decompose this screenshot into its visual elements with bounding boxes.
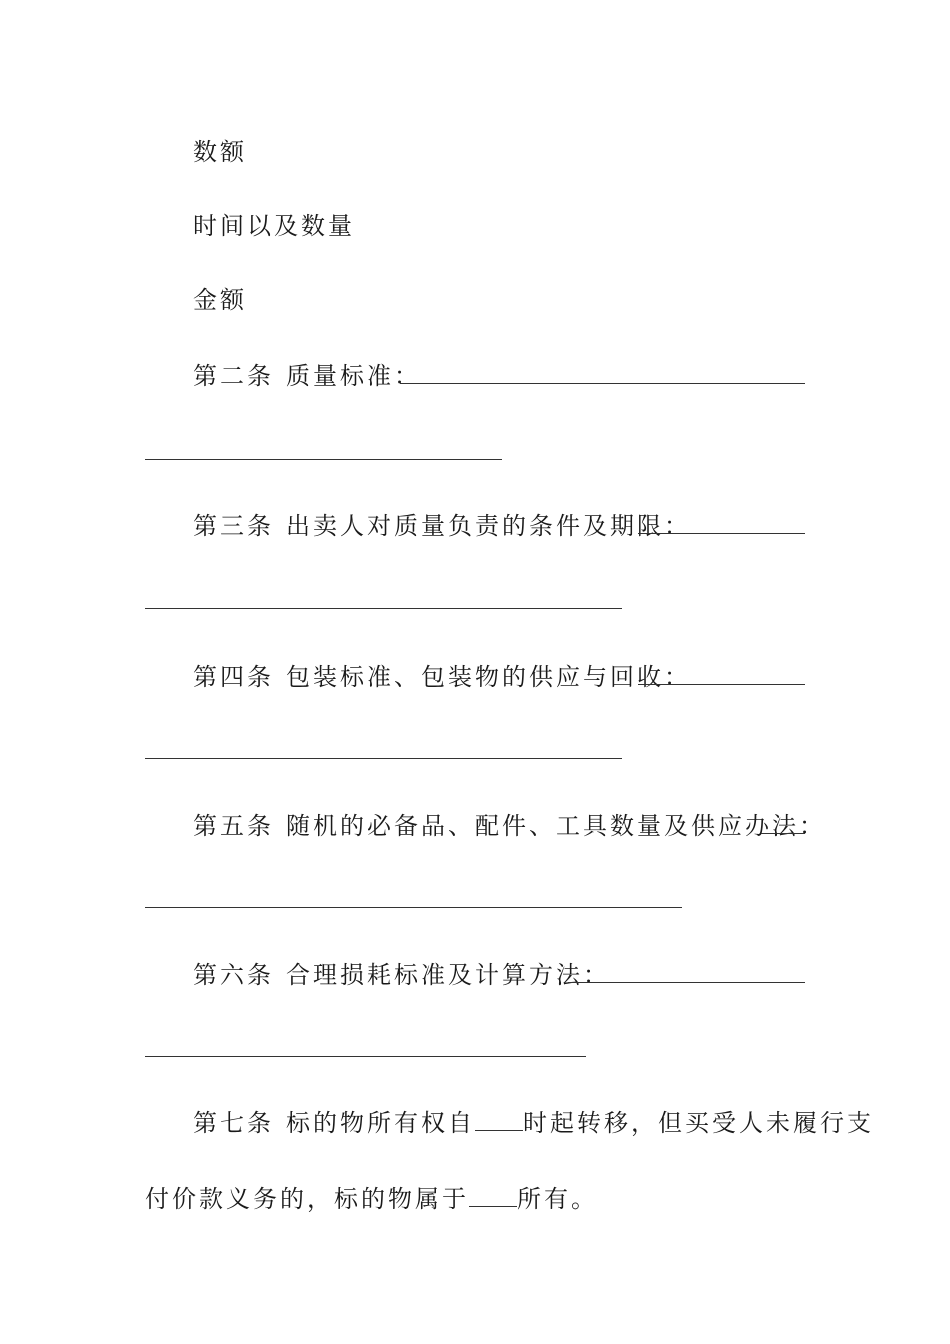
article-7-text-part2: 时起转移，但买受人未履行支 bbox=[523, 1109, 874, 1137]
article-7-blank-owner bbox=[469, 1186, 517, 1207]
article-7-text-part1: 标的物所有权自 bbox=[286, 1109, 475, 1137]
article-4-blank-line bbox=[638, 684, 805, 685]
article-5-blank-line bbox=[761, 833, 805, 834]
article-3-number: 第三条 bbox=[193, 512, 274, 540]
article-5-blank-continuation bbox=[145, 907, 682, 908]
article-3-blank-line bbox=[638, 533, 805, 534]
article-7-line-2 bbox=[145, 1184, 598, 1214]
article-6-text: 合理损耗标准及计算方法： bbox=[286, 961, 610, 989]
article-7-text-part4: 所有。 bbox=[517, 1185, 598, 1213]
article-2-text: 质量标准： bbox=[286, 362, 421, 390]
article-2-blank-line bbox=[400, 383, 805, 384]
article-2-number: 第二条 bbox=[193, 362, 274, 390]
article-4 bbox=[193, 662, 691, 692]
article-5 bbox=[193, 811, 826, 841]
article-6-number: 第六条 bbox=[193, 961, 274, 989]
article-3-blank-continuation bbox=[145, 608, 622, 609]
article-2-blank-continuation bbox=[145, 459, 502, 460]
item-jin-e: 金额 bbox=[193, 286, 247, 314]
article-2 bbox=[193, 361, 421, 391]
article-7-number: 第七条 bbox=[193, 1109, 274, 1137]
article-3-text: 出卖人对质量负责的条件及期限： bbox=[286, 512, 691, 540]
article-5-number: 第五条 bbox=[193, 812, 274, 840]
article-6 bbox=[193, 960, 610, 990]
article-6-blank-continuation bbox=[145, 1056, 586, 1057]
article-4-text: 包装标准、包装物的供应与回收： bbox=[286, 663, 691, 691]
article-7-text-part3: 付价款义务的，标的物属于 bbox=[145, 1185, 469, 1213]
article-3 bbox=[193, 511, 691, 541]
item-shijian-shuliang: 时间以及数量 bbox=[193, 212, 355, 240]
article-6-blank-line bbox=[568, 982, 805, 983]
article-7-blank-time bbox=[475, 1110, 523, 1131]
item-shu-e: 数额 bbox=[193, 138, 247, 166]
article-4-number: 第四条 bbox=[193, 663, 274, 691]
article-4-blank-continuation bbox=[145, 758, 622, 759]
article-5-text: 随机的必备品、配件、工具数量及供应办法： bbox=[286, 812, 826, 840]
article-7-line-1 bbox=[193, 1108, 874, 1138]
